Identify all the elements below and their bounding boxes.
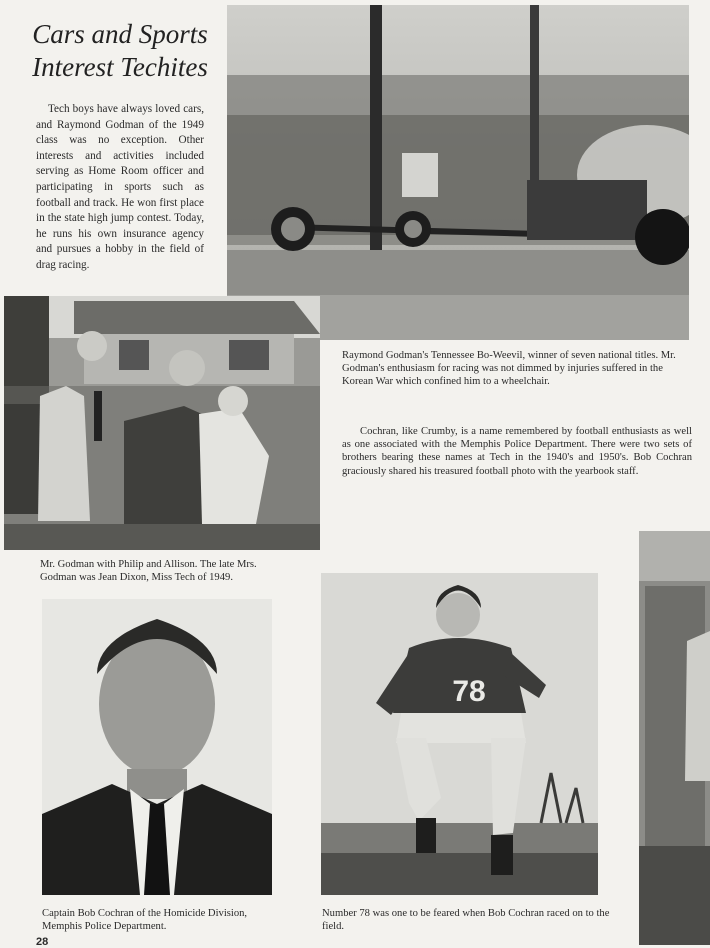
page-number: 28 (36, 936, 49, 948)
intro-paragraph: Tech boys have always loved cars, and Raymond Godman of the 1949 class was no exception. Other interests and activities included serving as Home Room officer and participating in sports such as football and track. He won first place in the state high jump contest. Today, he runs his own insurance agency and pursues a hobby in the field of drag racing. (36, 103, 204, 271)
cochran-paragraph: Cochran, like Crumby, is a name remembered by football enthusiasts as well as one associated with the Memphis Police Department. There were two sets of brothers bearing these names at Tech in the 1940's and 1950's. Bob Cochran graciously shared his treasured football photo with the yearbook staff. (342, 426, 692, 477)
family-caption: Mr. Godman with Philip and Allison. The late Mrs. Godman was Jean Dixon, Miss Tech of 1949. (40, 559, 257, 583)
dragster-photo (227, 5, 689, 340)
page-title (20, 18, 220, 84)
title-line-2: Interest Techites (32, 52, 208, 82)
jersey-number: 78 (452, 675, 486, 708)
family-photo (4, 296, 320, 550)
captain-portrait (42, 599, 272, 895)
title-line-1: Cars and Sports (32, 19, 208, 49)
captain-caption: Captain Bob Cochran of the Homicide Division, Memphis Police Department. (42, 908, 248, 932)
football-player-photo (321, 573, 598, 895)
dragster-caption: Raymond Godman's Tennessee Bo-Weevil, winner of seven national titles. Mr. Godman's enthusiasm for racing was not dimmed by injuries suffered in the Korean War which confined him to a wheelchair. (342, 350, 676, 387)
partial-right-photo (639, 531, 710, 945)
football-caption: Number 78 was one to be feared when Bob Cochran raced on to the field. (322, 908, 610, 932)
